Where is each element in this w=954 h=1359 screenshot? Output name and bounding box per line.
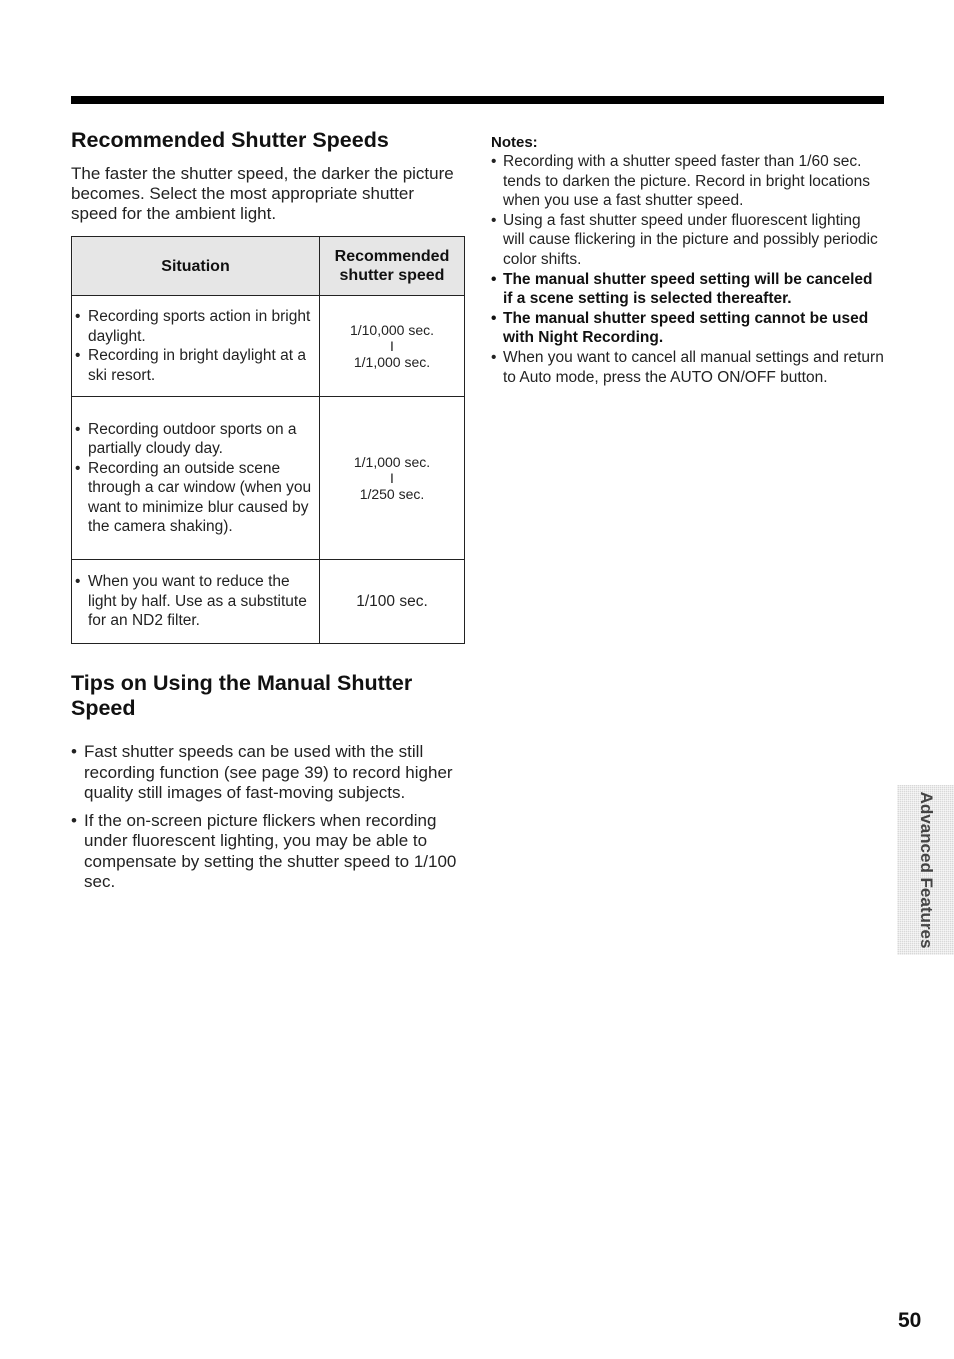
table-row xyxy=(72,397,465,560)
section-title-recommended-shutter-speeds: Recommended Shutter Speeds xyxy=(71,128,389,152)
speed-from: 1/1,000 sec. xyxy=(353,454,431,470)
situation-item: • Recording sports action in bright daylight. xyxy=(75,307,317,346)
speed-value: 1/100 sec. xyxy=(356,592,428,610)
notes-list xyxy=(491,152,886,387)
tips-list xyxy=(71,742,465,893)
speed-from: 1/10,000 sec. xyxy=(349,322,435,338)
speed-range-separator: I xyxy=(390,338,394,354)
top-rule xyxy=(71,96,884,104)
speed-range-separator: I xyxy=(390,470,394,486)
situation-cell xyxy=(72,296,320,397)
speed-to: 1/250 sec. xyxy=(359,486,425,502)
situation-item: • When you want to reduce the light by half. Use as a substitute for an ND2 filter. xyxy=(75,572,317,631)
section-title-tips: Tips on Using the Manual Shutter Speed xyxy=(71,671,413,720)
note-item: • Using a fast shutter speed under fluorescent lighting will cause flickering in the picture and possibly periodic color shifts. xyxy=(491,211,886,270)
note-item-bold: • The manual shutter speed setting cannot be used with Night Recording. xyxy=(491,309,886,348)
side-tab-label: Advanced Features xyxy=(916,791,936,949)
page-number: 50 xyxy=(898,1309,922,1332)
situation-item: • Recording an outside scene through a car window (when you want to minimize blur caused by the camera shaking). xyxy=(75,459,317,537)
list-item: • If the on-screen picture flickers when recording under fluorescent lighting, you may be able to compensate by setting the shutter speed to 1/100 sec. xyxy=(71,811,465,893)
note-item: • Recording with a shutter speed faster than 1/60 sec. tends to darken the picture. Record in bright locations when you use a fast shutter speed. xyxy=(491,152,886,211)
table-header-row xyxy=(72,237,465,296)
notes-title: Notes: xyxy=(491,134,538,151)
header-situation: Situation xyxy=(72,237,320,296)
situation-item: • Recording in bright daylight at a ski resort. xyxy=(75,346,317,385)
header-recommended-shutter-speed xyxy=(320,237,465,296)
speed-cell xyxy=(320,296,465,397)
speed-cell xyxy=(320,560,465,644)
table-row xyxy=(72,560,465,644)
speed-cell xyxy=(320,397,465,560)
note-item: • When you want to cancel all manual settings and return to Auto mode, press the AUTO ON/OFF button. xyxy=(491,348,886,387)
list-item: • Fast shutter speeds can be used with the still recording function (see page 39) to record higher quality still images of fast-moving subjects. xyxy=(71,742,465,804)
situation-item: • Recording outdoor sports on a partially cloudy day. xyxy=(75,420,317,459)
situation-cell xyxy=(72,397,320,560)
note-item-bold: • The manual shutter speed setting will be canceled if a scene setting is selected thereafter. xyxy=(491,270,886,309)
intro-paragraph: The faster the shutter speed, the darker the picture becomes. Select the most appropriate shutter speed for the ambient light. xyxy=(71,164,454,223)
notes-column xyxy=(491,134,886,387)
situation-cell xyxy=(72,560,320,644)
shutter-speed-table xyxy=(71,236,465,644)
left-column xyxy=(71,128,465,900)
section-side-tab xyxy=(897,785,954,955)
table-row xyxy=(72,296,465,397)
speed-to: 1/1,000 sec. xyxy=(353,354,431,370)
header-recommended-shutter-speed-label: Recommended shutter speed xyxy=(334,248,450,284)
